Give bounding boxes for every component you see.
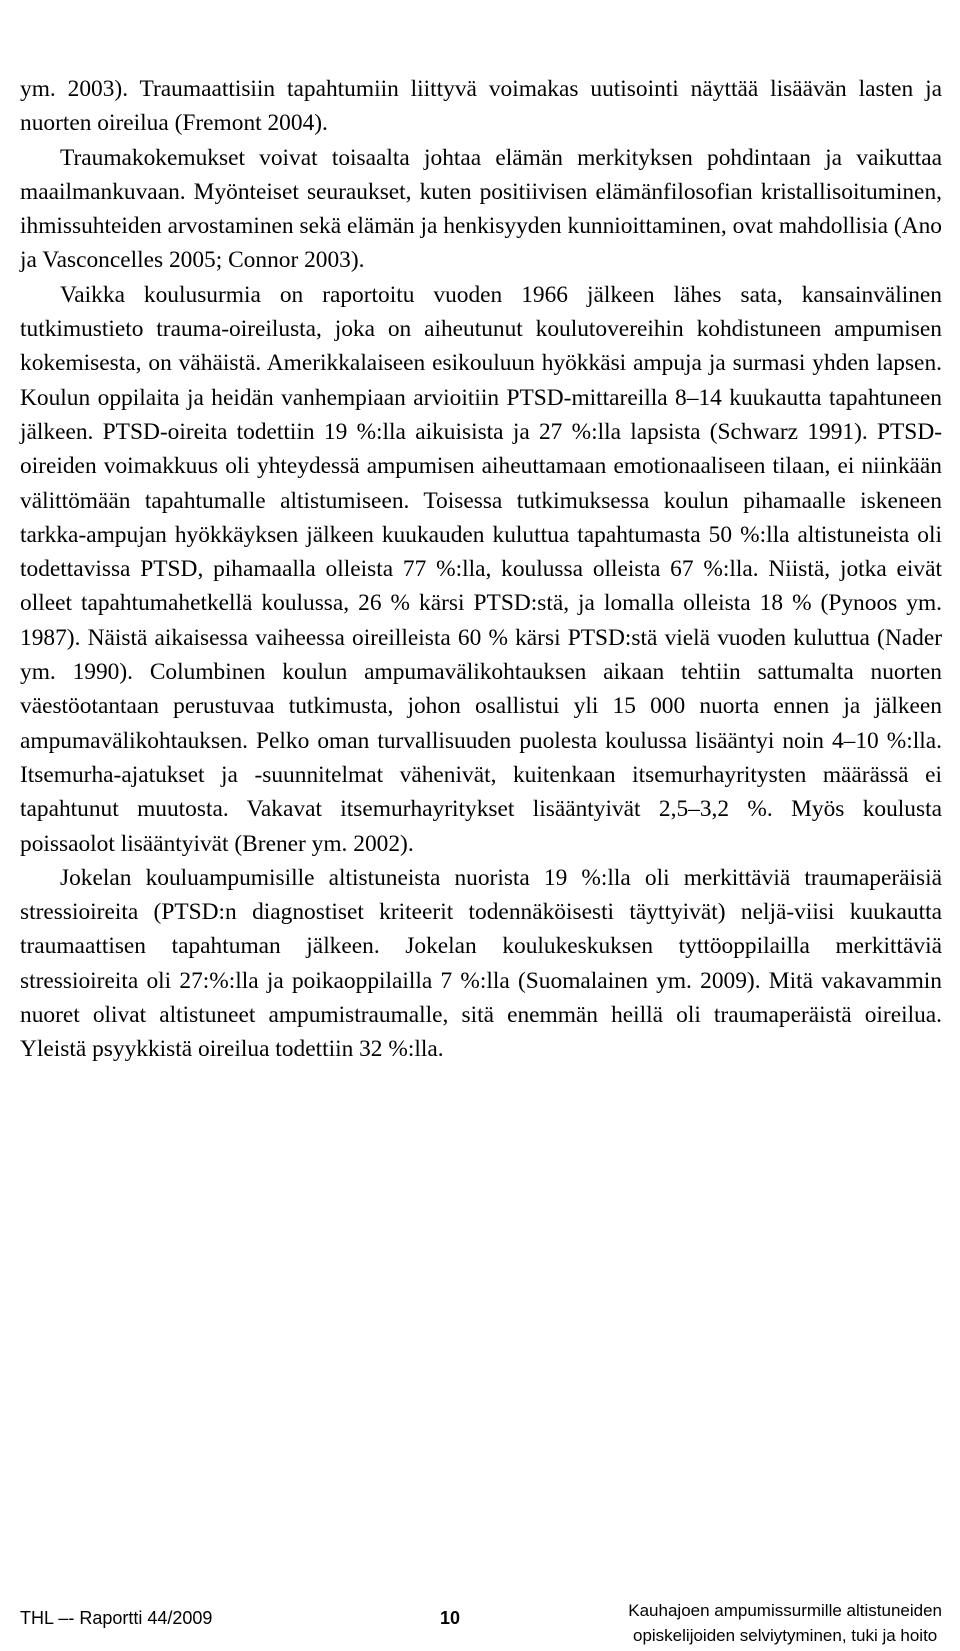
page-number: 10 — [440, 1608, 461, 1628]
paragraph-2: Traumakokemukset voivat toisaalta johtaa elämän merkityksen pohdintaan ja vaikuttaa maailmankuvaan. Myönteiset seuraukset, kuten positiivisen elämänfilosofian kristallisoituminen, ihmissuhteiden arvostaminen sekä elämän ja henkisyyden kunnioittaminen, ovat mahdollisia (Ano ja Vasconcelles 2005; Connor 2003). — [20, 144, 942, 274]
body-text — [20, 72, 942, 1067]
footer-title-line-1: Kauhajoen ampumissurmille altistuneiden — [628, 1601, 942, 1620]
paragraph-3: Vaikka koulusurmia on raportoitu vuoden 1966 jälkeen lähes sata, kansainvälinen tutkimustieto trauma-oireilusta, joka on aiheutunut koulutovereihin kohdistuneen ampumisen kokemisesta, on vähäistä. Amerikkalaiseen esikouluun hyökkäsi ampuja ja surmasi yhden lapsen. Koulun oppilaita ja heidän vanhempiaan arvioitiin PTSD-mittareilla 8–14 kuukautta tapahtuneen jälkeen. PTSD-oireita todettiin 19 %:lla aikuisista ja 27 %:lla lapsista (Schwarz 1991). PTSD-oireiden voimakkuus oli yhteydessä ampumisen aiheuttamaan emotionaaliseen tilaan, ei niinkään välittömään tapahtumalle altistumiseen. Toisessa tutkimuksessa koulun pihamaalle iskeneen tarkka-ampujan hyökkäyksen jälkeen kuukauden kuluttua tapahtumasta 50 %:lla altistuneista oli todettavissa PTSD, pihamaalla olleista 77 %:lla, koulussa olleista 67 %:lla. Niistä, jotka eivät olleet tapahtumahetkellä koulussa, 26 % kärsi PTSD:stä, ja lomalla olleista 18 % (Pynoos ym. 1987). Näistä aikaisessa vaiheessa oireilleista 60 % kärsi PTSD:stä vielä vuoden kuluttua (Nader ym. 1990). Columbinen koulun ampumavälikohtauksen aikaan tehtiin sattumalta nuorten väestöotantaan perustuvaa tutkimusta, johon osallistui yli 15 000 nuorta ennen ja jälkeen ampumavälikohtauksen. Pelko oman turvallisuuden puolesta koulussa lisääntyi noin 4–10 %:lla. Itsemurha-ajatukset ja -suunnitelmat vähenivät, kuitenkaan itsemurhayritysten määrässä ei tapahtunut muutosta. Vakavat itsemurhayritykset lisääntyivät 2,5–3,2 %. Myös koulusta poissaolot lisääntyivät (Brener ym. 2002). — [20, 281, 942, 857]
footer-report-id: THL –- Raportti 44/2009 — [20, 1608, 213, 1628]
paragraph-4: Jokelan kouluampumisille altistuneista nuorista 19 %:lla oli merkittäviä traumaperäisiä stressioireita (PTSD:n diagnostiset kriteerit todennäköisesti täyttyivät) neljä-viisi kuukautta traumaattisen tapahtuman jälkeen. Jokelan koulukeskuksen tyttöoppilailla merkittäviä stressioireita oli 27:%:lla ja poikaoppilailla 7 %:lla (Suomalainen ym. 2009). Mitä vakavammin nuoret olivat altistuneet ampumistraumalle, sitä enemmän heillä oli traumaperäistä oireilua. Yleistä psyykkistä oireilua todettiin 32 %:lla. — [20, 864, 942, 1063]
footer-report-title — [628, 1598, 942, 1648]
footer-title-line-2: opiskelijoiden selviytyminen, tuki ja hoito — [633, 1626, 938, 1645]
page-footer — [20, 1598, 942, 1648]
paragraph-1: ym. 2003). Traumaattisiin tapahtumiin liittyvä voimakas uutisointi näyttää lisäävän lasten ja nuorten oireilua (Fremont 2004). — [20, 76, 942, 137]
